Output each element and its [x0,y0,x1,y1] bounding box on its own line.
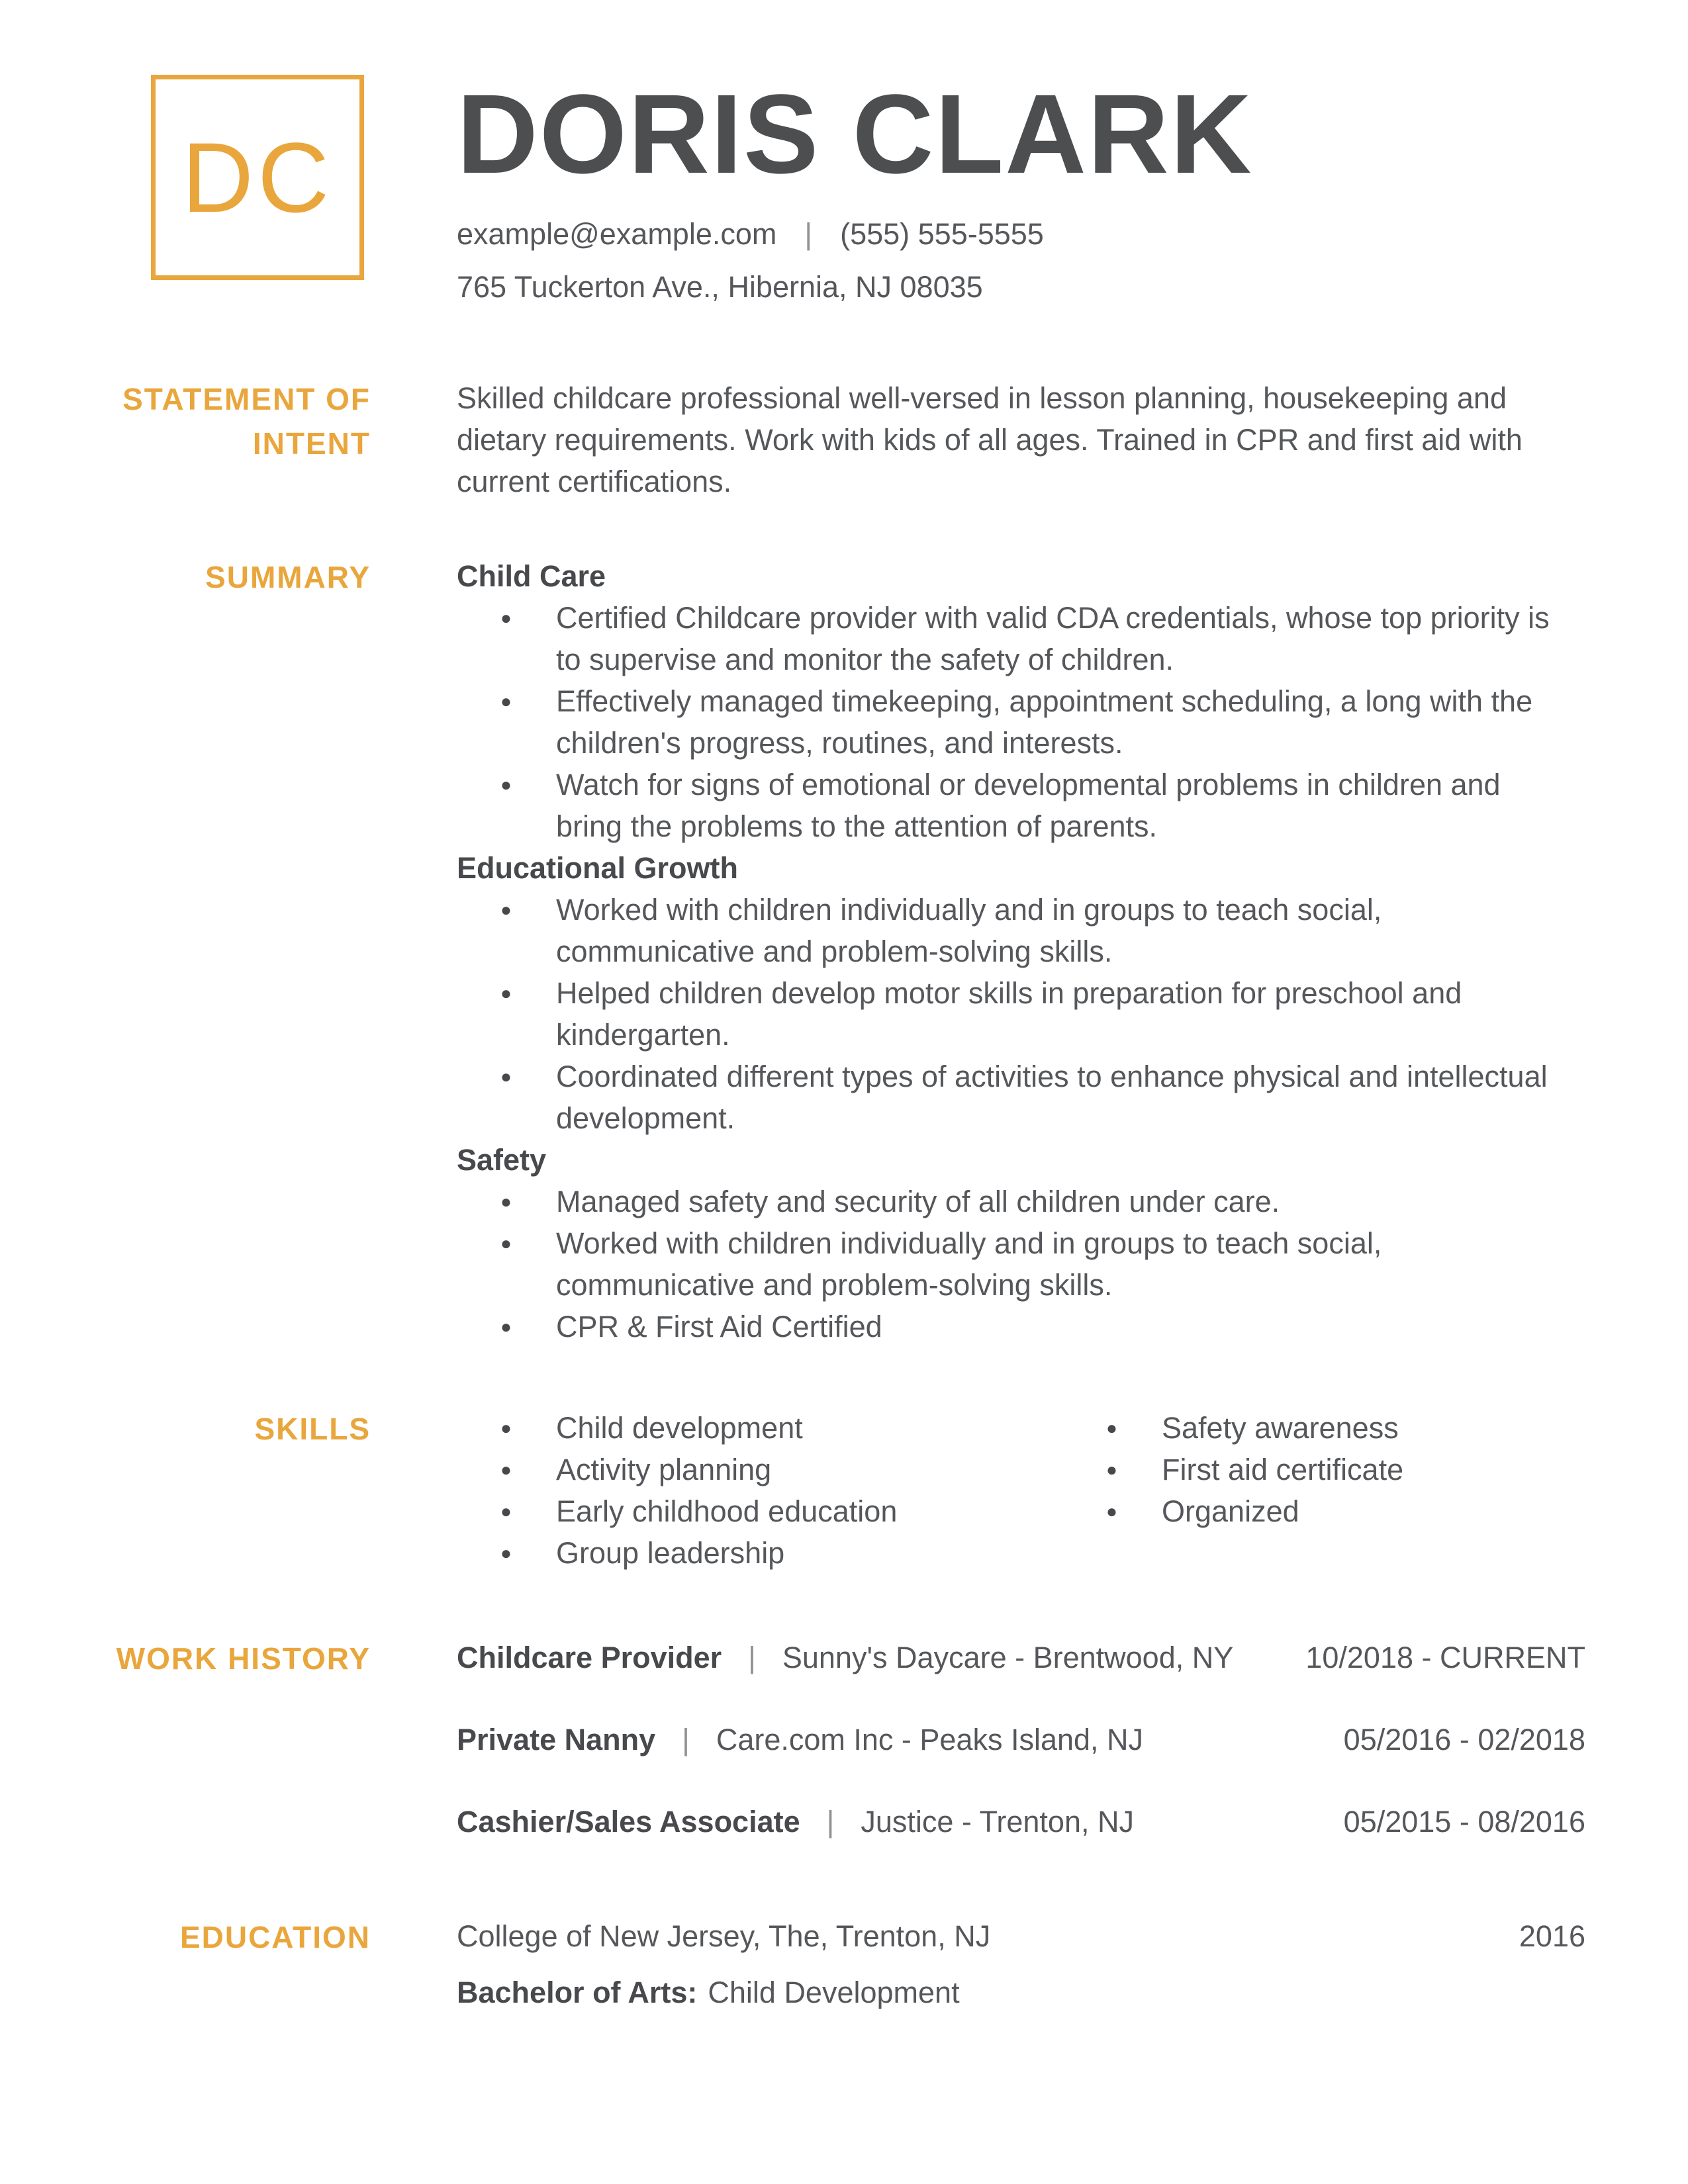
skills-section-label: SKILLS [254,1412,371,1446]
summary-content [457,555,1585,1347]
summary-bullet: ● Watch for signs of emotional or developmental problems in children and bring the problems to the attention of parents. [457,764,1569,847]
address-text: 765 Tuckerton Ave., Hibernia, NJ 08035 [457,270,983,304]
section-statement-of-intent [0,377,1688,502]
education-school-row [457,1915,1585,1957]
skill-item: ● Safety awareness [1062,1407,1585,1449]
statement-label-col [0,377,371,502]
skill-item: ● Child development [457,1407,1062,1449]
job-title: Cashier/Sales Associate [457,1805,800,1839]
skills-columns [457,1407,1585,1574]
phone-text: (555) 555-5555 [840,217,1044,251]
job-title: Private Nanny [457,1723,656,1756]
email-text: example@example.com [457,217,777,251]
job-dates: 10/2018 - CURRENT [1305,1641,1585,1674]
skill-item: ● Group leadership [457,1532,1062,1574]
monogram-text: DC [181,121,334,233]
summary-group-heading: Safety [457,1143,547,1177]
skills-label-col [0,1407,371,1574]
degree-label: Bachelor of Arts: [457,1976,698,2009]
skill-item: ● Organized [1062,1490,1585,1532]
skills-column-left [457,1407,1062,1574]
section-summary [0,555,1688,1347]
header [0,0,1688,304]
statement-section-label: STATEMENT OF INTENT [122,382,371,461]
job-company: Sunny's Daycare - Brentwood, NY [782,1641,1234,1674]
sections [0,377,1688,2013]
contact-separator: | [804,217,813,251]
education-school: College of New Jersey, The, Trenton, NJ [457,1919,991,1953]
job-company: Care.com Inc - Peaks Island, NJ [716,1723,1144,1756]
skill-item: ● First aid certificate [1062,1449,1585,1490]
job-separator: | [826,1805,835,1839]
summary-group-heading: Educational Growth [457,851,739,885]
education-content [457,1915,1585,2013]
monogram-logo [151,75,364,280]
summary-bullet: ● Worked with children individually and in groups to teach social, communicative and problem-solving skills. [457,889,1569,972]
job-company: Justice - Trenton, NJ [861,1805,1134,1839]
summary-bullet: ● Worked with children individually and in groups to teach social, communicative and problem-solving skills. [457,1222,1569,1306]
skills-content [457,1407,1585,1574]
job-title: Childcare Provider [457,1641,722,1674]
summary-group-heading: Child Care [457,559,606,593]
skill-item: ● Activity planning [457,1449,1062,1490]
education-label-col [0,1915,371,2013]
summary-label-col [0,555,371,1347]
summary-bullet: ● CPR & First Aid Certified [457,1306,1569,1347]
section-skills [0,1407,1688,1574]
summary-section-label: SUMMARY [205,560,371,594]
job-dates: 05/2016 - 02/2018 [1343,1723,1585,1756]
job-separator: | [682,1723,690,1756]
job-row [457,1719,1585,1760]
contact-line [457,217,1585,251]
job-row [457,1637,1585,1678]
summary-bullet: ● Managed safety and security of all children under care. [457,1181,1569,1222]
section-work-history [0,1637,1688,1843]
summary-bullet: ● Effectively managed timekeeping, appointment scheduling, a long with the children's progress, routines, and interests. [457,680,1569,764]
skills-column-right [1062,1407,1585,1574]
work-label-col [0,1637,371,1843]
work-content [457,1637,1585,1843]
person-name: DORIS CLARK [457,71,1253,197]
job-dates: 05/2015 - 08/2016 [1343,1805,1585,1839]
summary-bullet: ● Helped children develop motor skills in preparation for preschool and kindergarten. [457,972,1569,1056]
education-section-label: EDUCATION [179,1920,371,1954]
job-row [457,1801,1585,1843]
degree-field: Child Development [708,1976,960,2009]
header-text [457,71,1688,304]
work-section-label: WORK HISTORY [116,1641,371,1676]
section-education [0,1915,1688,2013]
skill-item: ● Early childhood education [457,1490,1062,1532]
education-year: 2016 [1519,1919,1585,1953]
statement-content [457,377,1585,502]
education-degree-row [457,1972,1585,2013]
summary-bullet: ● Coordinated different types of activities to enhance physical and intellectual development. [457,1056,1569,1139]
job-separator: | [748,1641,756,1674]
statement-text: Skilled childcare professional well-versed in lesson planning, housekeeping and dietary requirements. Work with kids of all ages. Trained in CPR and first aid with current certifications. [457,381,1523,498]
summary-bullet: ● Certified Childcare provider with valid CDA credentials, whose top priority is to supervise and monitor the safety of children. [457,597,1569,680]
